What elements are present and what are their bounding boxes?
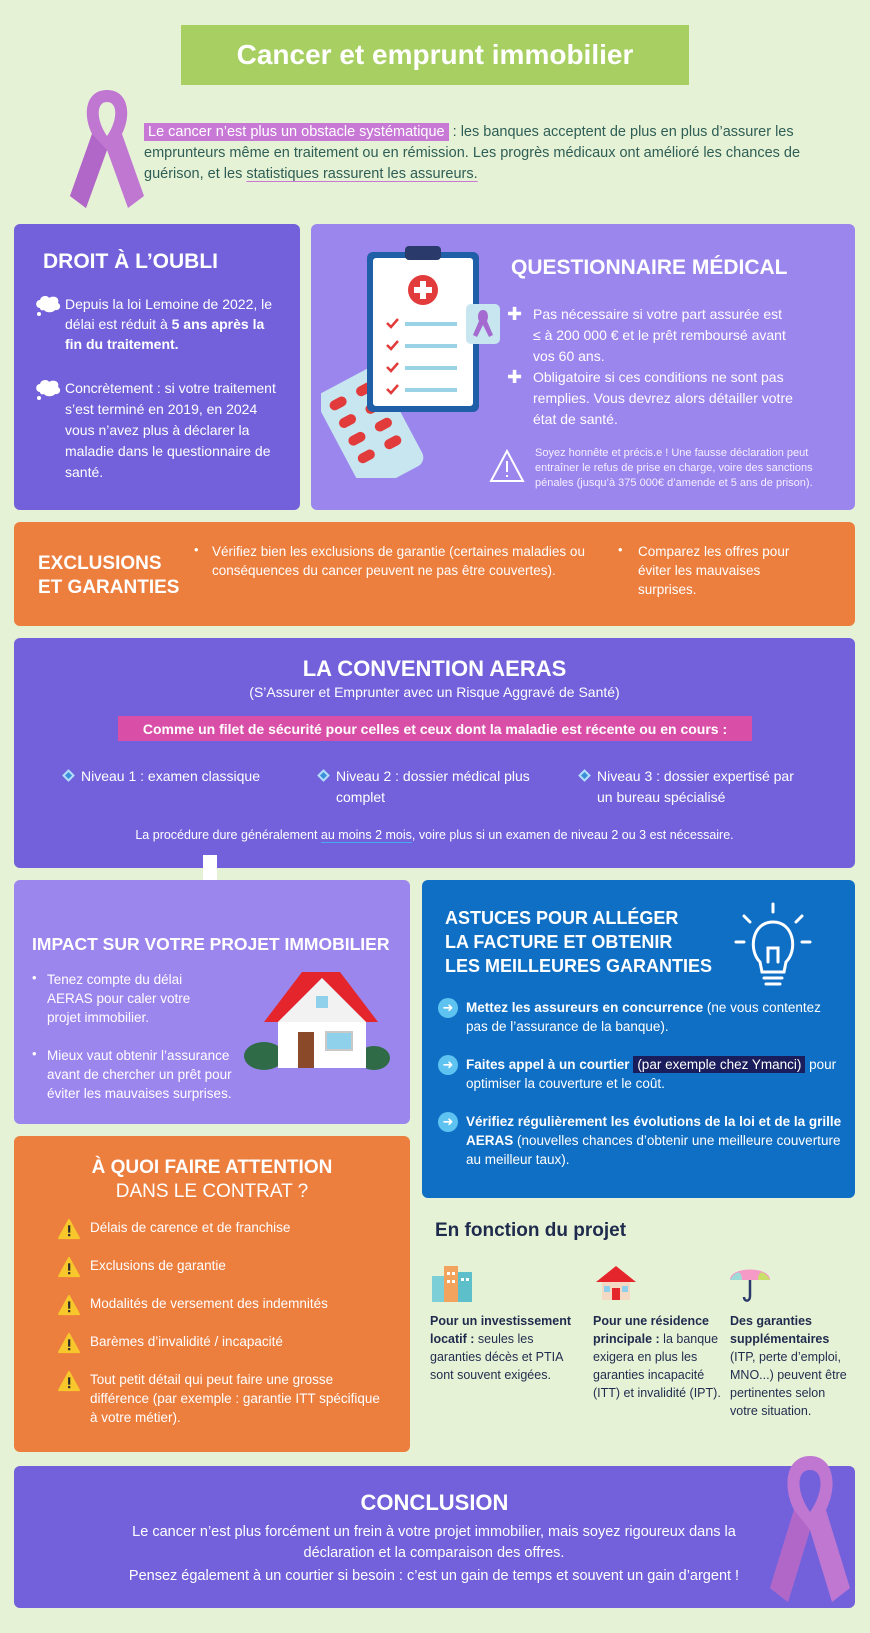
exclusions-heading: EXCLUSIONS ET GARANTIES — [38, 553, 180, 598]
droit-oubli-p2: Concrètement : si votre traitement s’est terminé en 2019, en 2024 vous n’avez plus à déclarer la maladie dans le questionnaire de santé. — [65, 380, 276, 480]
questionnaire-card — [311, 224, 855, 510]
questionnaire-heading: QUESTIONNAIRE MÉDICAL — [511, 256, 788, 279]
medical-clipboard-illustration — [321, 238, 511, 478]
thought-bubble-icon — [34, 378, 62, 402]
aeras-card — [14, 638, 855, 868]
attention-item: Délais de carence et de franchise — [58, 1218, 388, 1240]
aeras-heading: LA CONVENTION AERAS — [302, 656, 567, 681]
attention-list — [58, 1218, 388, 1443]
plus-icon: ✚ — [507, 304, 523, 324]
attention-item: Modalités de versement des indemnités — [58, 1294, 388, 1316]
exclusions-item-1: Vérifiez bien les exclusions de garantie (certaines maladies ou conséquences du cancer peuvent ne pas être couvertes). — [212, 544, 585, 578]
warning-icon — [58, 1332, 80, 1354]
exclusions-item-2: Comparez les offres pour éviter les mauvaises surprises. — [638, 544, 790, 597]
astuce-item-3: ➜ Vérifiez régulièrement les évolutions de la loi et de la grille AERAS (nouvelles chances d’obtenir une meilleure couverture au meilleur taux). — [438, 1112, 843, 1169]
buildings-icon — [430, 1262, 474, 1302]
bullet-dot: • — [618, 542, 623, 557]
projet-heading: En fonction du projet — [435, 1220, 627, 1241]
page-title: Cancer et emprunt immobilier — [181, 25, 689, 85]
house-illustration — [242, 966, 392, 1076]
intro-paragraph — [144, 122, 804, 185]
aeras-level-1: Niveau 1 : examen classique — [64, 766, 294, 787]
diamond-icon — [317, 769, 330, 782]
aeras-note: La procédure dure généralement au moins 2 mois, voire plus si un examen de niveau 2 ou 3 est nécessaire. — [135, 828, 734, 842]
impact-item-1: Tenez compte du délai AERAS pour caler votre projet immobilier. — [47, 972, 191, 1025]
warning-icon — [489, 449, 525, 483]
arrow-right-icon: ➜ — [438, 1055, 458, 1075]
impact-heading: IMPACT SUR VOTRE PROJET IMMOBILIER — [32, 934, 390, 954]
astuce-item-2: ➜ Faites appel à un courtier (par exemple chez Ymanci) pour optimiser la couverture et le coût. — [438, 1055, 843, 1093]
intro-underline: statistiques rassurent les assureurs. — [246, 166, 478, 182]
conclusion-card — [14, 1466, 855, 1608]
questionnaire-warning: Soyez honnête et précis.e ! Une fausse déclaration peut entraîner le refus de prise en charge, voire des sanctions pénales (jusqu’à 375 000€ d’amende et 5 ans de prison). — [535, 447, 813, 489]
projet-col-3: Des garanties supplémentaires (ITP, perte d’emploi, MNO...) peuvent être pertinentes selon votre situation. — [730, 1314, 847, 1418]
arrow-right-icon: ➜ — [438, 998, 458, 1018]
astuces-heading: ASTUCES POUR ALLÉGER LA FACTURE ET OBTENIR LES MEILLEURES GARANTIES — [445, 908, 713, 976]
bullet-dot: • — [32, 1046, 37, 1061]
warning-icon — [58, 1370, 80, 1392]
impact-item-2: Mieux vaut obtenir l’assurance avant de chercher un prêt pour éviter les mauvaises surprises. — [47, 1048, 232, 1101]
bullet-dot: • — [194, 542, 199, 557]
astuces-card — [422, 880, 855, 1198]
projet-col-1: Pour un investissement locatif : seules les garanties décès et PTIA sont souvent exigées. — [430, 1314, 572, 1382]
attention-item: Tout petit détail qui peut faire une grosse différence (par exemple : garantie ITT spécifique à votre métier). — [58, 1370, 388, 1427]
warning-icon — [58, 1256, 80, 1278]
intro-text: : les banques acceptent de plus en plus d’assurer les emprunteurs même en traitement ou en rémission. Les progrès médicaux ont amélioré les chances de guérison, et les — [144, 124, 801, 182]
aeras-level-3: Niveau 3 : dossier expertisé par un bureau spécialisé — [580, 766, 810, 808]
conclusion-line-2: Pensez également à un courtier si besoin : c’est un gain de temps et souvent un gain d’argent ! — [128, 1568, 740, 1584]
questionnaire-item-2: Obligatoire si ces conditions ne sont pas remplies. Vous devrez alors détailler votre état de santé. — [533, 369, 793, 427]
conclusion-heading: CONCLUSION — [360, 1490, 509, 1515]
droit-oubli-p1: Depuis la loi Lemoine de 2022, le délai est réduit à 5 ans après la fin du traitement. — [65, 296, 273, 352]
droit-oubli-card — [14, 224, 300, 510]
conclusion-line-1: Le cancer n’est plus forcément un frein à votre projet immobilier, mais soyez rigoureux dans la déclaration et la comparaison des offres. — [132, 1524, 736, 1561]
plus-icon: ✚ — [507, 367, 523, 387]
diamond-icon — [578, 769, 591, 782]
aeras-banner: Comme un filet de sécurité pour celles et ceux dont la maladie est récente ou en cours : — [118, 716, 752, 741]
arrow-right-icon: ➜ — [438, 1112, 458, 1132]
attention-item: Barèmes d’invalidité / incapacité — [58, 1332, 388, 1354]
astuce-item-1: ➜ Mettez les assureurs en concurrence (ne vous contentez pas de l’assurance de la banque). — [438, 998, 843, 1036]
awareness-ribbon-icon — [68, 86, 146, 214]
exclusions-card — [14, 522, 855, 626]
aeras-subtitle: (S’Assurer et Emprunter avec un Risque Aggravé de Santé) — [249, 684, 620, 700]
questionnaire-item-1: Pas nécessaire si votre part assurée est ≤ à 200 000 € et le prêt remboursé avant vos 60 ans. — [533, 306, 786, 364]
warning-icon — [58, 1294, 80, 1316]
awareness-ribbon-icon — [768, 1452, 852, 1608]
diamond-icon — [62, 769, 75, 782]
droit-oubli-heading: DROIT À L’OUBLI — [43, 250, 218, 273]
house-icon — [594, 1262, 638, 1302]
projet-col-2: Pour une résidence principale : la banque exigera en plus les garanties incapacité (ITT) et invalidité (IPT). — [593, 1314, 721, 1400]
light-bulb-icon — [734, 900, 812, 992]
aeras-level-2: Niveau 2 : dossier médical plus complet — [319, 766, 539, 808]
umbrella-icon — [728, 1260, 772, 1304]
attention-heading: À QUOI FAIRE ATTENTION DANS LE CONTRAT ? — [91, 1157, 333, 1202]
attention-card — [14, 1136, 410, 1452]
thought-bubble-icon — [34, 294, 62, 318]
bullet-dot: • — [32, 970, 37, 985]
impact-card — [14, 880, 410, 1124]
intro-highlight: Le cancer n’est plus un obstacle systématique — [144, 123, 449, 141]
attention-item: Exclusions de garantie — [58, 1256, 388, 1278]
warning-icon — [58, 1218, 80, 1240]
